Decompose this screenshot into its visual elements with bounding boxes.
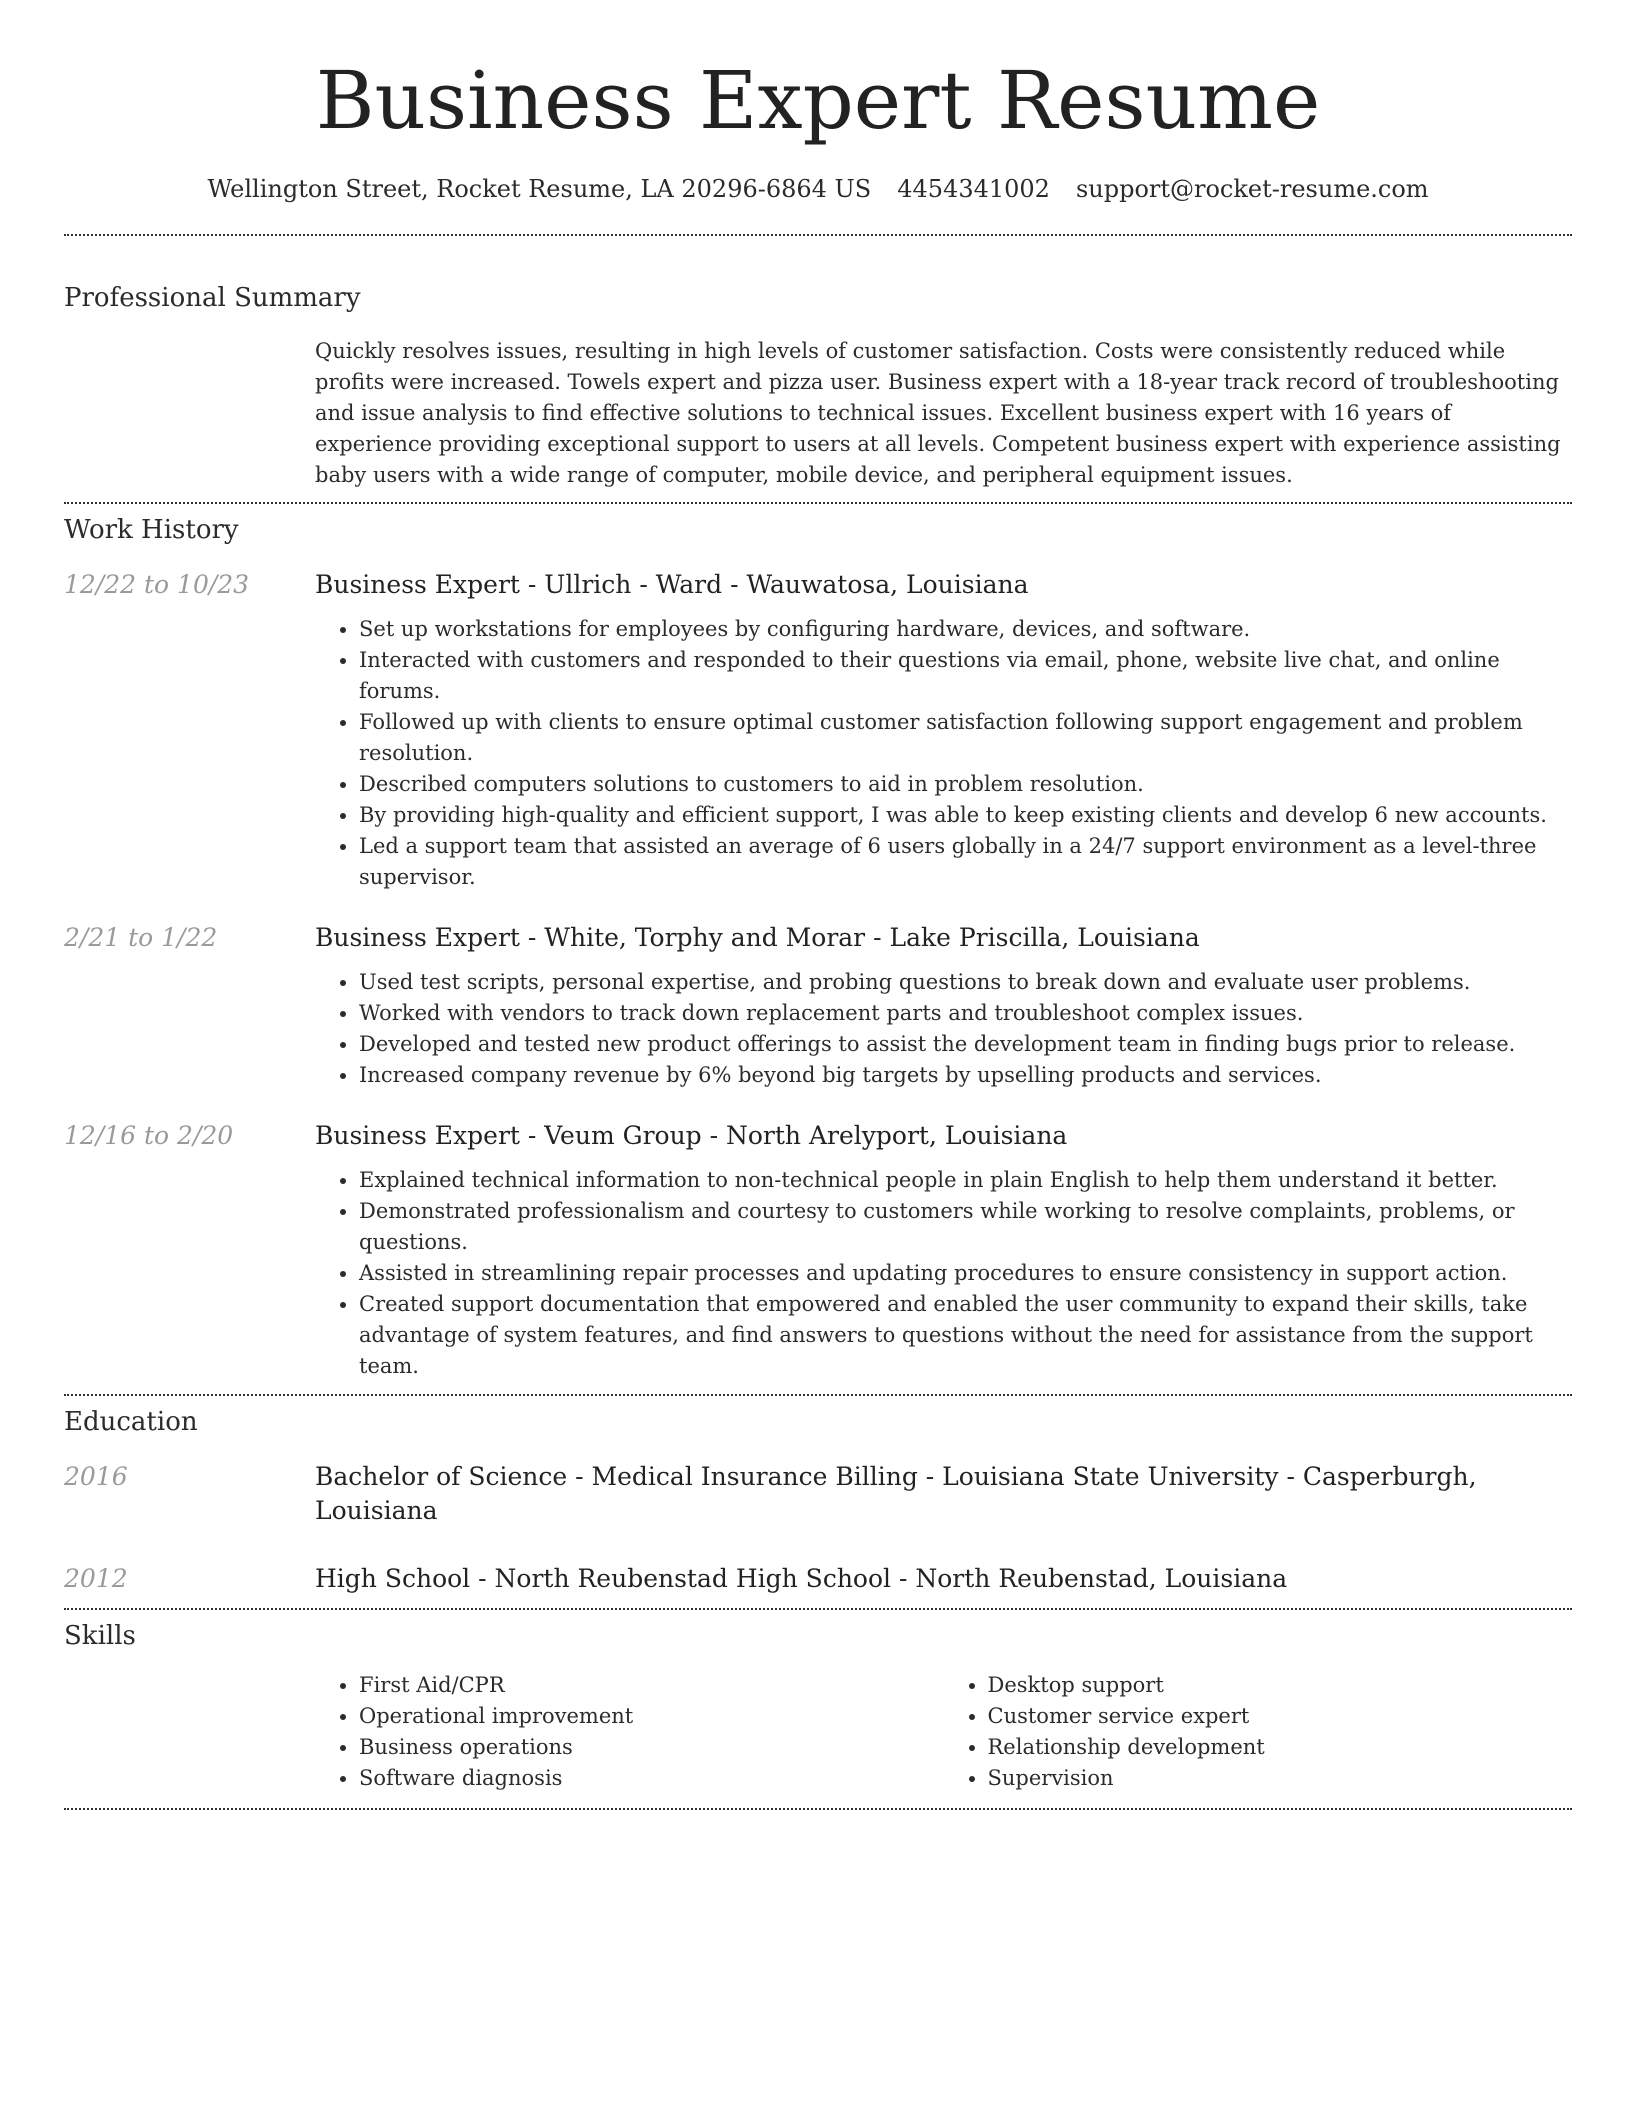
resume-title: Business Expert Resume: [315, 54, 1321, 147]
skills-list-right: [944, 1670, 1573, 1794]
contact-address: Wellington Street, Rocket Resume, LA 20296-6864 US: [207, 175, 872, 203]
job-bullet: • Created support documentation that empowered and enabled the user community to expand their skills, take advantage of system features, and find answers to questions without the need for assistance from the support team.: [359, 1289, 1572, 1382]
section-divider: [64, 234, 1572, 236]
job-bullet: • Led a support team that assisted an average of 6 users globally in a 24/7 support environment as a level-three supervisor.: [359, 831, 1572, 893]
education-year: 2016: [64, 1462, 128, 1491]
job-entry: [64, 1119, 1572, 1382]
education-year: 2012: [64, 1564, 128, 1593]
summary-text: Quickly resolves issues, resulting in high levels of customer satisfaction. Costs were consistently reduced while profits were increased. Towels expert and pizza user. Business expert with a 18-year track record of troubleshooting and issue analysis to find effective solutions to technical issues. Excellent business expert with 16 years of experience providing exceptional support to users at all levels. Competent business expert with experience assisting baby users with a wide range of computer, mobile device, and peripheral equipment issues.: [315, 339, 1561, 487]
work-history-heading: Work History: [64, 515, 239, 545]
skills-columns: [315, 1670, 1572, 1794]
job-body: [315, 921, 1572, 1091]
skill-item: • Supervision: [988, 1763, 1573, 1794]
education-heading: Education: [64, 1407, 198, 1437]
job-bullet: • Followed up with clients to ensure optimal customer satisfaction following support engagement and problem resolution.: [359, 707, 1572, 769]
job-entry: [64, 568, 1572, 893]
section-divider: [64, 502, 1572, 504]
work-history-section: [64, 512, 1572, 1382]
job-bullet: • By providing high-quality and efficient support, I was able to keep existing clients and develop 6 new accounts.: [359, 800, 1572, 831]
job-title: Business Expert - Ullrich - Ward - Wauwatosa, Louisiana: [315, 570, 1029, 599]
job-bullets: [315, 1165, 1572, 1382]
summary-heading: Professional Summary: [64, 283, 361, 313]
job-body: [315, 568, 1572, 893]
skill-item: • Customer service expert: [988, 1701, 1573, 1732]
job-entry: [64, 921, 1572, 1091]
job-bullet: • Explained technical information to non-technical people in plain English to help them understand it better.: [359, 1165, 1572, 1196]
education-entry: [64, 1460, 1572, 1528]
job-bullet: • Set up workstations for employees by configuring hardware, devices, and software.: [359, 614, 1572, 645]
job-bullets: [315, 967, 1572, 1091]
section-divider: [64, 1608, 1572, 1610]
education-title: Bachelor of Science - Medical Insurance Billing - Louisiana State University - Casperburgh, Louisiana: [315, 1462, 1477, 1525]
job-title: Business Expert - Veum Group - North Arelyport, Louisiana: [315, 1121, 1068, 1150]
contact-line: [64, 172, 1572, 206]
job-dates: 2/21 to 1/22: [64, 923, 218, 952]
job-title: Business Expert - White, Torphy and Morar - Lake Priscilla, Louisiana: [315, 923, 1200, 952]
job-bullet: • Demonstrated professionalism and courtesy to customers while working to resolve complaints, problems, or questions.: [359, 1196, 1572, 1258]
skill-item: • First Aid/CPR: [359, 1670, 944, 1701]
job-dates: 12/16 to 2/20: [64, 1121, 234, 1150]
job-bullet: • Increased company revenue by 6% beyond big targets by upselling products and services.: [359, 1060, 1572, 1091]
job-bullet: • Interacted with customers and responded to their questions via email, phone, website live chat, and online forums.: [359, 645, 1572, 707]
job-bullets: [315, 614, 1572, 893]
section-divider: [64, 1394, 1572, 1396]
skill-item: • Operational improvement: [359, 1701, 944, 1732]
education-entry: [64, 1562, 1572, 1596]
contact-phone: 4454341002: [897, 175, 1050, 203]
job-bullet: • Worked with vendors to track down replacement parts and troubleshoot complex issues.: [359, 998, 1572, 1029]
job-body: [315, 1119, 1572, 1382]
job-bullet: • Assisted in streamlining repair processes and updating procedures to ensure consistency in support action.: [359, 1258, 1572, 1289]
skill-item: • Software diagnosis: [359, 1763, 944, 1794]
skill-item: • Business operations: [359, 1732, 944, 1763]
skill-item: • Relationship development: [988, 1732, 1573, 1763]
resume-page: [64, 0, 1572, 1810]
job-dates: 12/22 to 10/23: [64, 570, 250, 599]
skills-list-left: [315, 1670, 944, 1794]
contact-email: support@rocket-resume.com: [1075, 175, 1429, 203]
education-section: [64, 1404, 1572, 1596]
job-bullet: • Used test scripts, personal expertise, and probing questions to break down and evaluate user problems.: [359, 967, 1572, 998]
section-divider: [64, 1808, 1572, 1810]
job-bullet: • Described computers solutions to customers to aid in problem resolution.: [359, 769, 1572, 800]
skill-item: • Desktop support: [988, 1670, 1573, 1701]
skills-section: [64, 1618, 1572, 1794]
job-bullet: • Developed and tested new product offerings to assist the development team in finding bugs prior to release.: [359, 1029, 1572, 1060]
education-title: High School - North Reubenstad High School - North Reubenstad, Louisiana: [315, 1564, 1288, 1593]
summary-section: [64, 280, 1572, 491]
skills-heading: Skills: [64, 1621, 136, 1651]
education-body: [315, 1562, 1572, 1596]
education-body: [315, 1460, 1572, 1528]
